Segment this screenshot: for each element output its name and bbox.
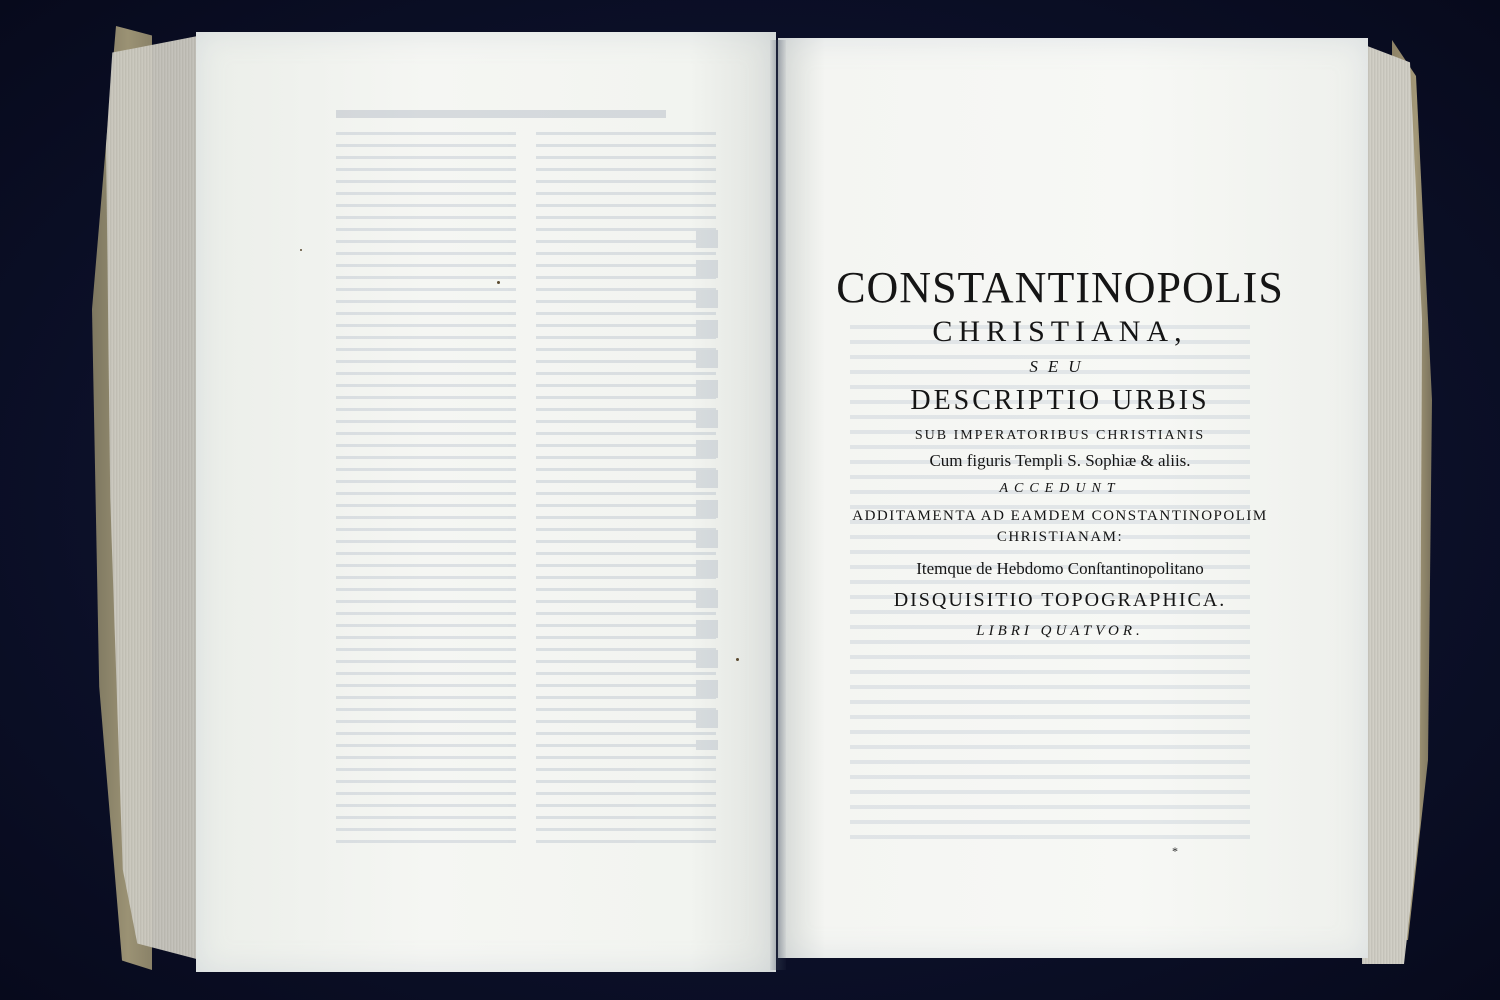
title-seu: SEU: [1029, 357, 1091, 376]
title-sub: CHRISTIANA,: [932, 315, 1188, 348]
additamenta-line-2: CHRISTIANAM:: [996, 529, 1124, 545]
left-page-bleedthrough: [336, 110, 726, 870]
title-page: [820, 262, 1300, 646]
additamenta-line-1: ADDITAMENTA AD EAMDEM CONSTANTINOPOLIM: [852, 508, 1268, 524]
title-main: CONSTANTINOPOLIS: [836, 263, 1284, 312]
cum-figuris-line: Cum figuris Templi S. Sophiæ & aliis.: [929, 451, 1191, 470]
paper-speck: [736, 658, 739, 661]
right-page-edges: [1362, 44, 1422, 964]
itemque-line: Itemque de Hebdomo Conſtantinopolitano: [916, 559, 1204, 578]
book-gutter: [770, 40, 786, 970]
signature-mark: *: [1172, 844, 1178, 858]
paper-speck: [497, 281, 500, 284]
title-description: DESCRIPTIO URBIS: [910, 385, 1210, 416]
accedunt-line: ACCEDUNT: [999, 481, 1121, 496]
libri-line: LIBRI QUATVOR.: [976, 623, 1144, 639]
paper-speck: [300, 249, 302, 251]
disquisitio-line: DISQUISITIO TOPOGRAPHICA.: [893, 589, 1227, 611]
sub-imperatoribus-line: SUB IMPERATORIBUS CHRISTIANIS: [914, 428, 1206, 443]
